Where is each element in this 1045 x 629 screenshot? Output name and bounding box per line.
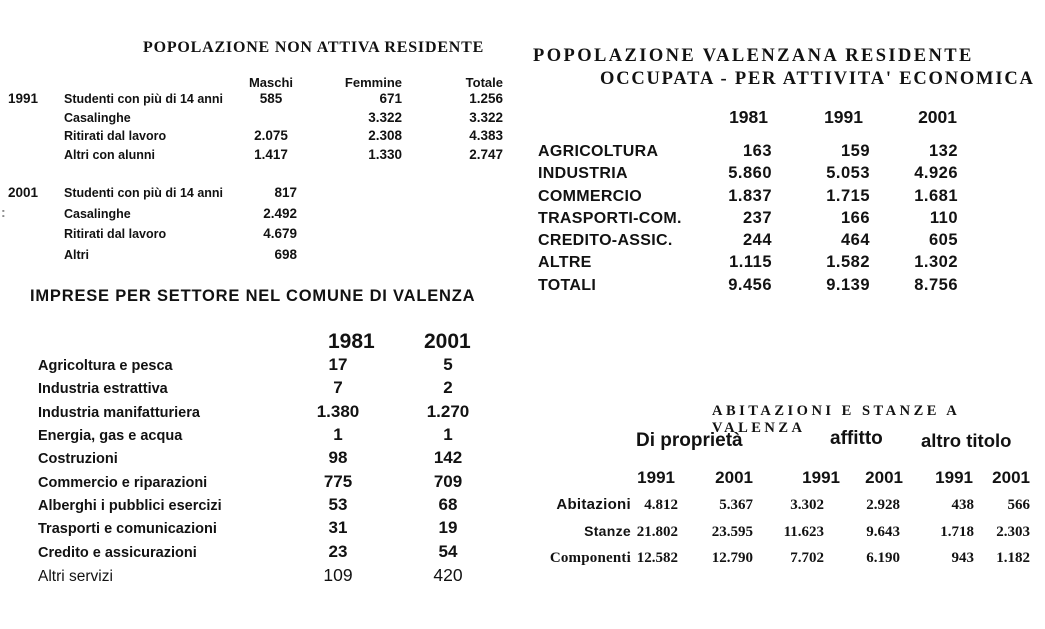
row-label: Industria estrattiva [38, 381, 168, 398]
imprese-table-body [38, 355, 478, 588]
row-label: Altri con alunni [64, 148, 155, 163]
cell-totale: 3.322 [469, 109, 503, 125]
cell-proprieta-1991: 21.802 [636, 524, 678, 541]
table-row [538, 253, 958, 275]
row-label: Ritirati dal lavoro [64, 129, 167, 144]
year-header-2001: 2001 [865, 468, 903, 487]
cell-maschi: 585 [259, 91, 283, 106]
group-header-di-proprieta: Di proprietà [636, 430, 743, 451]
cell-1981: 17 [328, 355, 348, 374]
cell-value: 698 [274, 246, 297, 262]
year-header-2001: 2001 [992, 468, 1030, 487]
row-label: Agricoltura e pesca [38, 358, 173, 374]
cell-maschi: 1.417 [254, 147, 288, 163]
year-header-1991: 1991 [935, 468, 973, 487]
cell-1981: 98 [328, 448, 348, 468]
cell-affitto-1991: 7.702 [790, 550, 824, 567]
year-header-1991: 1991 [637, 468, 675, 487]
imprese-title: IMPRESE PER SETTORE NEL COMUNE DI VALENZA [30, 287, 476, 305]
table-row [38, 518, 478, 541]
row-label: Componenti [549, 550, 631, 567]
row-label: Commercio e riparazioni [38, 474, 208, 491]
abitazioni-table-body [520, 496, 1030, 578]
cell-altro-2001: 2.303 [996, 524, 1030, 541]
occupata-title-line2: OCCUPATA - PER ATTIVITA' ECONOMICA [600, 69, 1035, 89]
row-label: Costruzioni [38, 451, 118, 468]
col-header-1991: 1991 [824, 107, 863, 127]
cell-femmine: 3.322 [368, 109, 402, 125]
table-row [8, 128, 503, 147]
table-row [520, 550, 1030, 577]
cell-totale: 2.747 [469, 147, 503, 163]
cell-1991: 1.582 [826, 253, 870, 272]
row-label: Stanze [584, 523, 631, 540]
cell-1981: 1 [333, 425, 343, 445]
year-label: 1991 [8, 91, 39, 106]
cell-femmine: 2.308 [368, 128, 402, 144]
table-row [8, 247, 297, 268]
cell-2001: 420 [433, 565, 463, 586]
cell-altro-2001: 1.182 [996, 550, 1030, 567]
cell-1981: 31 [328, 518, 348, 538]
cell-1991: 9.139 [826, 275, 870, 294]
cell-altro-1991: 1.718 [940, 524, 974, 541]
row-label: Abitazioni [556, 496, 631, 513]
table-row [8, 110, 503, 129]
cell-1991: 464 [840, 231, 870, 250]
table-row [538, 276, 958, 298]
table-row [520, 523, 1030, 550]
row-label: Alberghi i pubblici esercizi [38, 498, 222, 515]
cell-2001: 2 [443, 378, 453, 398]
table-row [38, 542, 478, 565]
non-attiva-2001-group [8, 185, 297, 267]
cell-1981: 109 [323, 565, 353, 586]
col-header-femmine: Femmine [344, 75, 402, 90]
cell-1981: 1.115 [729, 253, 772, 272]
cell-proprieta-1991: 4.812 [644, 497, 678, 513]
cell-totale: 4.383 [469, 128, 503, 144]
cell-1981: 1.380 [316, 401, 360, 421]
cell-proprieta-2001: 23.595 [711, 524, 753, 541]
cell-femmine: 1.330 [368, 147, 402, 163]
row-label: INDUSTRIA [538, 165, 628, 183]
row-label: TOTALI [538, 276, 597, 294]
row-label: TRASPORTI-COM. [538, 209, 682, 227]
cell-1981: 775 [323, 471, 353, 491]
row-label: ALTRE [538, 254, 592, 272]
year-header-1991: 1991 [802, 468, 840, 487]
cell-2001: 709 [433, 471, 463, 491]
row-label: Studenti con più di 14 anni [64, 92, 224, 106]
cell-2001: 142 [433, 448, 463, 468]
cell-2001: 8.756 [914, 275, 958, 294]
col-header-totale: Totale [465, 75, 503, 90]
cell-2001: 132 [928, 142, 958, 160]
cell-1991: 1.715 [826, 186, 870, 205]
cell-2001: 1.270 [426, 401, 470, 421]
table-row [8, 226, 297, 247]
row-label: Casalinghe [64, 206, 131, 221]
table-row [38, 378, 478, 401]
cell-1991: 166 [840, 208, 870, 227]
table-row [38, 425, 478, 448]
cell-value: 4.679 [263, 226, 297, 242]
cell-affitto-2001: 9.643 [866, 524, 900, 541]
cell-proprieta-2001: 5.367 [719, 497, 753, 513]
cell-value: 2.492 [263, 205, 297, 221]
cell-2001: 68 [438, 495, 458, 515]
col-header-1981: 1981 [328, 330, 375, 353]
non-attiva-1991-group [8, 91, 503, 166]
cell-1981: 1.837 [728, 186, 772, 205]
cell-2001: 4.926 [914, 164, 958, 183]
cell-femmine: 671 [379, 91, 402, 106]
cell-altro-2001: 566 [1007, 497, 1030, 513]
row-label: Ritirati dal lavoro [64, 227, 167, 242]
row-label: Studenti con più di 14 anni [64, 186, 224, 200]
cell-totale: 1.256 [469, 91, 503, 106]
table-row [8, 206, 297, 227]
cell-2001: 19 [438, 518, 458, 538]
table-row [38, 355, 478, 378]
group-header-affitto: affitto [830, 428, 883, 449]
cell-1981: 163 [742, 142, 772, 160]
row-label: Industria manifatturiera [38, 404, 200, 421]
col-header-2001: 2001 [918, 107, 957, 127]
col-header-maschi: Maschi [248, 75, 294, 90]
cell-proprieta-2001: 12.790 [711, 550, 753, 567]
row-label: Energia, gas e acqua [38, 428, 183, 445]
col-header-1981: 1981 [729, 107, 768, 127]
table-row [38, 495, 478, 518]
cell-1981: 5.860 [728, 164, 772, 183]
cell-1981: 237 [742, 208, 772, 227]
table-row [8, 147, 503, 166]
cell-2001: 110 [929, 208, 958, 227]
row-label: CREDITO-ASSIC. [538, 232, 673, 250]
table-row [8, 91, 503, 110]
year-label: 2001 [8, 185, 39, 200]
abitazioni-title: ABITAZIONI E STANZE A VALENZA [712, 403, 960, 436]
cell-1991: 159 [840, 142, 870, 160]
non-attiva-title: POPOLAZIONE NON ATTIVA RESIDENTE [143, 39, 485, 56]
cell-affitto-1991: 3.302 [790, 497, 824, 513]
cell-2001: 54 [438, 541, 458, 561]
cell-2001: 1 [443, 425, 453, 445]
cell-1981: 9.456 [728, 275, 772, 294]
table-row [38, 448, 478, 471]
cell-1981: 53 [328, 495, 348, 515]
cell-altro-1991: 438 [951, 497, 974, 513]
row-label: AGRICOLTURA [538, 143, 659, 160]
cell-altro-1991: 943 [951, 550, 974, 567]
cell-affitto-2001: 6.190 [866, 550, 900, 567]
cell-2001: 5 [443, 355, 453, 374]
row-label: Altri servizi [38, 568, 113, 586]
year-header-2001: 2001 [715, 468, 753, 487]
occupata-title-line1: POPOLAZIONE VALENZANA RESIDENTE [533, 46, 974, 66]
cell-2001: 1.681 [914, 186, 958, 205]
cell-value: 817 [274, 185, 297, 200]
cell-1981: 244 [742, 231, 772, 250]
row-label: Altri [64, 247, 89, 262]
table-row [538, 231, 958, 253]
row-label: Trasporti e comunicazioni [38, 521, 217, 538]
cell-1991: 5.053 [826, 164, 870, 183]
table-row [520, 496, 1030, 523]
table-row [538, 209, 958, 231]
group-header-altro-titolo: altro titolo [921, 430, 1012, 451]
table-row [8, 185, 297, 206]
col-header-2001: 2001 [424, 330, 471, 353]
cell-1981: 23 [328, 541, 348, 561]
row-label: Credito e assicurazioni [38, 544, 197, 561]
cell-affitto-2001: 2.928 [866, 497, 900, 513]
table-row [538, 142, 958, 164]
non-attiva-header-row [8, 75, 503, 90]
table-row [38, 565, 478, 588]
cell-1981: 7 [333, 378, 343, 398]
cell-maschi: 2.075 [254, 128, 288, 144]
table-row [538, 164, 958, 186]
table-row [538, 187, 958, 209]
margin-scan-mark: : [1, 204, 6, 220]
cell-proprieta-1991: 12.582 [636, 550, 678, 567]
table-row [38, 402, 478, 425]
cell-2001: 1.302 [914, 253, 958, 272]
cell-2001: 605 [928, 231, 958, 250]
table-row [38, 472, 478, 495]
row-label: COMMERCIO [538, 187, 643, 205]
occupata-table-body [538, 142, 958, 298]
row-label: Casalinghe [64, 110, 131, 125]
cell-affitto-1991: 11.623 [783, 524, 824, 541]
